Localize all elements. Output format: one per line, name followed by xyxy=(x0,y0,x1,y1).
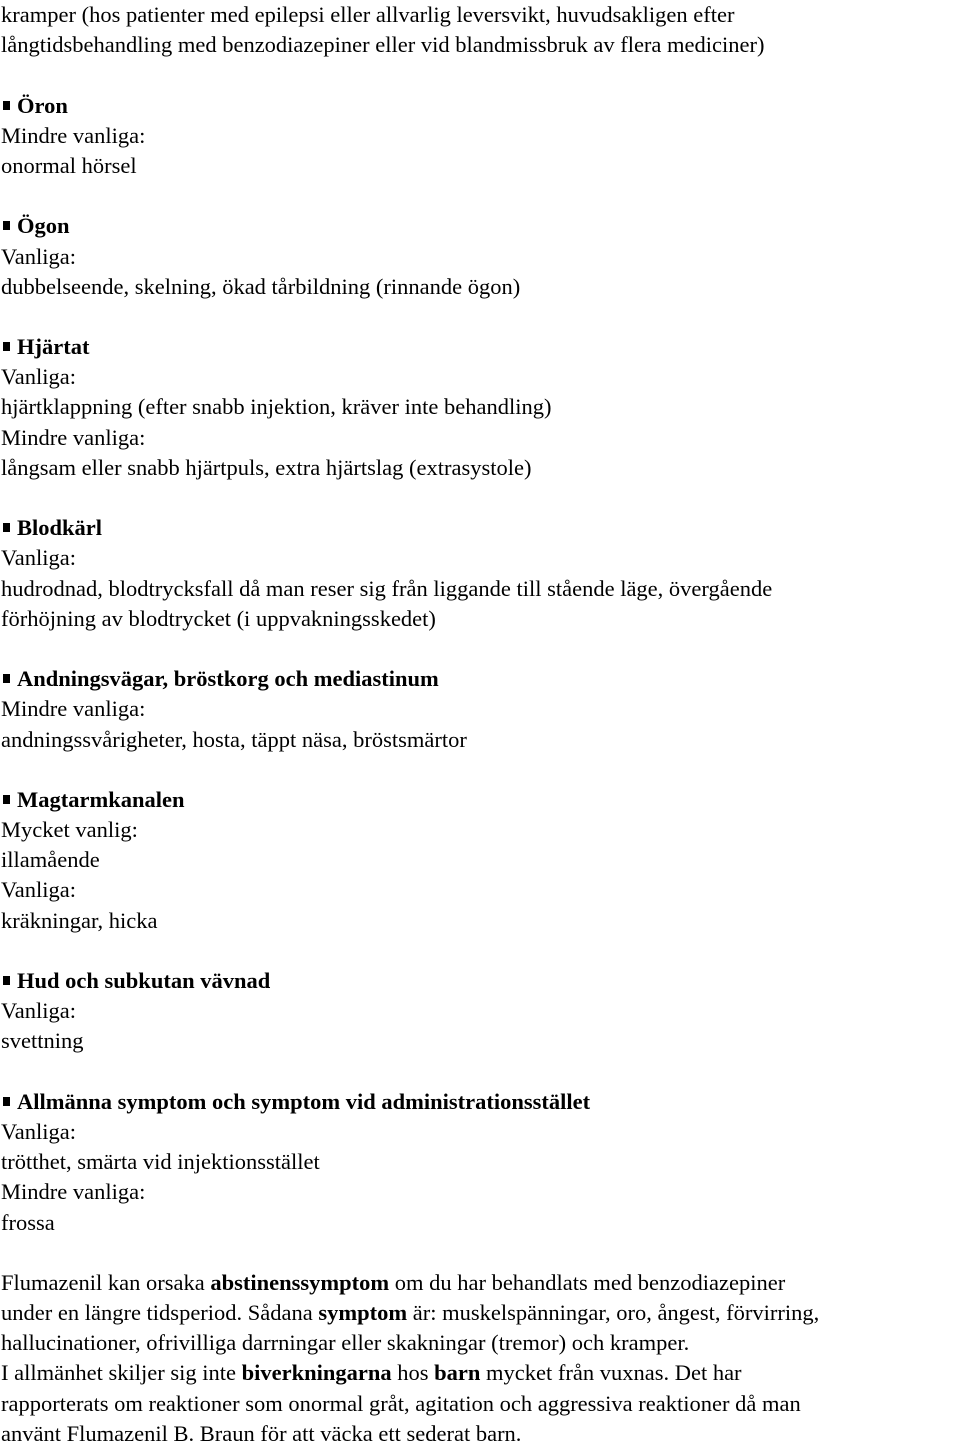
paragraph-line: Flumazenil kan orsaka abstinenssymptom om du har behandlats med benzodiazepiner xyxy=(1,1269,786,1295)
square-bullet-icon xyxy=(3,221,10,230)
section-line: illamående xyxy=(1,847,100,873)
section-heading: Allmänna symptom och symptom vid administrationsstället xyxy=(1,1087,960,1117)
section xyxy=(1,755,960,936)
section-heading: Andningsvägar, bröstkorg och mediastinum xyxy=(1,664,960,694)
paragraph-line: under en längre tidsperiod. Sådana symptom är: muskelspänningar, oro, ångest, förvirring, xyxy=(1,1300,820,1326)
section-line: hudrodnad, blodtrycksfall då man reser sig från liggande till stående läge, övergående xyxy=(1,575,773,601)
closing-paragraph xyxy=(1,1268,960,1449)
section-line: förhöjning av blodtrycket (i uppvakningsskedet) xyxy=(1,605,436,631)
section-line: Mindre vanliga: xyxy=(1,1179,146,1205)
section-line: andningssvårigheter, hosta, täppt näsa, bröstsmärtor xyxy=(1,726,467,752)
section-line: frossa xyxy=(1,1209,55,1235)
square-bullet-icon xyxy=(3,101,10,110)
section xyxy=(1,1057,960,1238)
square-bullet-icon xyxy=(3,674,10,683)
section-line: hjärtklappning (efter snabb injektion, kräver inte behandling) xyxy=(1,394,552,420)
section-heading: Magtarmkanalen xyxy=(1,785,960,815)
square-bullet-icon xyxy=(3,976,10,985)
section-line: långsam eller snabb hjärtpuls, extra hjärtslag (extrasystole) xyxy=(1,454,532,480)
section xyxy=(1,483,960,634)
section-line: onormal hörsel xyxy=(1,152,137,178)
section-line: Vanliga: xyxy=(1,364,76,390)
section xyxy=(1,181,960,302)
square-bullet-icon xyxy=(3,523,10,532)
section-heading: Hud och subkutan vävnad xyxy=(1,966,960,996)
section-line: kräkningar, hicka xyxy=(1,907,158,933)
section-line: Vanliga: xyxy=(1,877,76,903)
section-heading: Ögon xyxy=(1,211,960,241)
intro-line: långtidsbehandling med benzodiazepiner eller vid blandmissbruk av flera mediciner) xyxy=(1,32,765,58)
section-line: Vanliga: xyxy=(1,998,76,1024)
emphasis: abstinenssymptom xyxy=(210,1269,390,1295)
emphasis: symptom xyxy=(318,1300,408,1326)
side-effects-list xyxy=(1,60,960,1237)
section xyxy=(1,634,960,755)
square-bullet-icon xyxy=(3,795,10,804)
section-line: Mindre vanliga: xyxy=(1,696,146,722)
section-heading: Hjärtat xyxy=(1,332,960,362)
section-heading: Öron xyxy=(1,91,960,121)
intro-line: kramper (hos patienter med epilepsi eller allvarlig leversvikt, huvudsakligen efter xyxy=(1,2,735,27)
paragraph-line: rapporterats om reaktioner som onormal gråt, agitation och aggressiva reaktioner då man xyxy=(1,1390,801,1416)
section-line: Vanliga: xyxy=(1,545,76,571)
section xyxy=(1,936,960,1057)
section-line: Mindre vanliga: xyxy=(1,122,146,148)
section-line: dubbelseende, skelning, ökad tårbildning (rinnande ögon) xyxy=(1,273,521,299)
emphasis: barn xyxy=(434,1360,481,1386)
section-heading: Blodkärl xyxy=(1,513,960,543)
paragraph-line: hallucinationer, ofrivilliga darrningar eller skakningar (tremor) och kramper. xyxy=(1,1330,690,1356)
section-line: Vanliga: xyxy=(1,1118,76,1144)
paragraph-line: använt Flumazenil B. Braun för att väcka ett sederat barn. xyxy=(1,1420,522,1446)
section-line: trötthet, smärta vid injektionsstället xyxy=(1,1149,320,1175)
section-line: Vanliga: xyxy=(1,243,76,269)
section-line: Mindre vanliga: xyxy=(1,424,146,450)
paragraph-line: I allmänhet skiljer sig inte biverkningarna hos barn mycket från vuxnas. Det har xyxy=(1,1360,742,1386)
section xyxy=(1,302,960,483)
section xyxy=(1,60,960,181)
square-bullet-icon xyxy=(3,342,10,351)
square-bullet-icon xyxy=(3,1097,10,1106)
emphasis: biverkningarna xyxy=(241,1360,392,1386)
section-line: Mycket vanlig: xyxy=(1,817,138,843)
section-line: svettning xyxy=(1,1028,84,1054)
